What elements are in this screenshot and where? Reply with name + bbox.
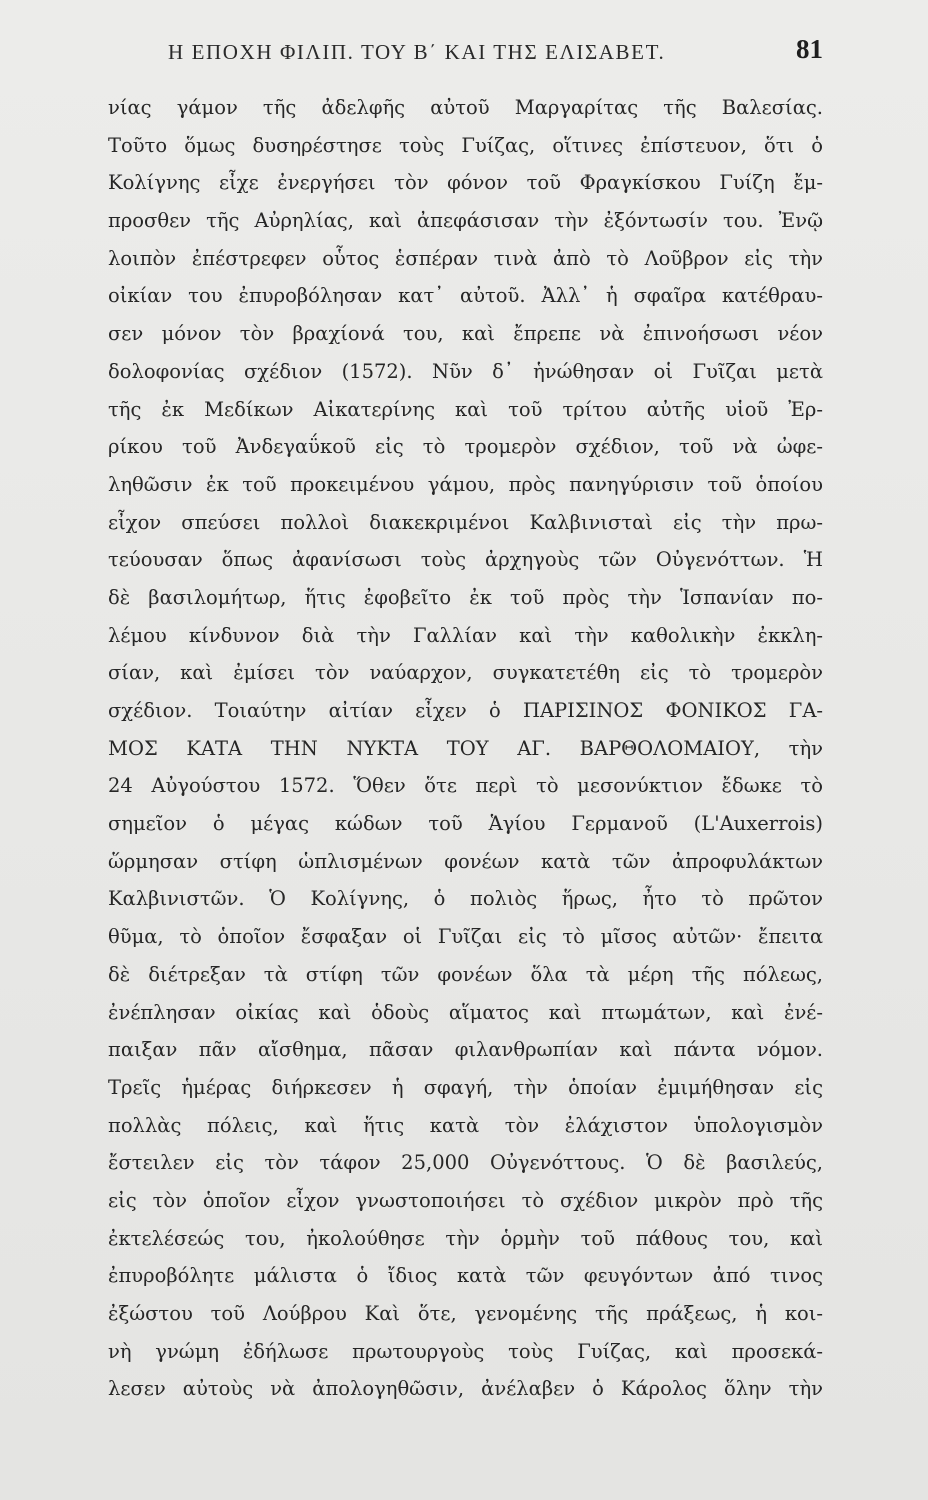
text-line: παιξαν πᾶν αἴσθημα, πᾶσαν φιλανθρωπίαν καὶ πάντα νόμον. xyxy=(108,1038,823,1062)
text-line: εἶχον σπεύσει πολλοὶ διακεκριμένοι Καλβινισταὶ εἰς τὴν πρω- xyxy=(108,510,823,534)
text-line: σεν μόνον τὸν βραχίονά του, καὶ ἔπρεπε νὰ ἐπινοήσωσι νέον xyxy=(108,322,823,346)
text-line: ἐνέπλησαν οἰκίας καὶ ὁδοὺς αἵματος καὶ πτωμάτων, καὶ ἐνέ- xyxy=(108,1000,823,1024)
text-line: νὴ γνώμη ἐδήλωσε πρωτουργοὺς τοὺς Γυίζας, καὶ προσεκά- xyxy=(108,1339,823,1363)
text-line: λέμου κίνδυνον διὰ τὴν Γαλλίαν καὶ τὴν καθολικὴν ἐκκλη- xyxy=(108,623,823,647)
text-line: εἰς τὸν ὁποῖον εἶχον γνωστοποιήσει τὸ σχέδιον μικρὸν πρὸ τῆς xyxy=(108,1188,823,1212)
text-line: δολοφονίας σχέδιον (1572). Νῦν δ᾽ ἡνώθησαν οἱ Γυῖζαι μετὰ xyxy=(108,359,823,383)
page-header xyxy=(108,34,823,74)
text-line: Καλβινιστῶν. Ὁ Κολίγνης, ὁ πολιὸς ἥρως, ἦτο τὸ πρῶτον xyxy=(108,887,823,911)
text-line: ΜΟΣ ΚΑΤΑ ΤΗΝ ΝΥΚΤΑ ΤΟΥ ΑΓ. ΒΑΡΘΟΛΟΜΑΙΟΥ, τὴν xyxy=(108,736,823,760)
running-head: Η ΕΠΟΧΗ ΦΙΛΙΠ. ΤΟΥ Β΄ ΚΑΙ ΤΗΣ ΕΛΙΣΑΒΕΤ. xyxy=(168,40,666,64)
text-line: νίας γάμον τῆς ἀδελφῆς αὐτοῦ Μαργαρίτας τῆς Βαλεσίας. xyxy=(108,96,823,119)
text-line: σίαν, καὶ ἐμίσει τὸν ναύαρχον, συγκατετέθη εἰς τὸ τρομερὸν xyxy=(108,661,823,685)
text-line: λεσεν αὐτοὺς νὰ ἀπολογηθῶσιν, ἀνέλαβεν ὁ Κάρολος ὅλην τὴν xyxy=(108,1377,823,1401)
text-line: ἐξώστου τοῦ Λούβρου Καὶ ὅτε, γενομένης τῆς πράξεως, ἡ κοι- xyxy=(108,1302,823,1325)
text-line: σχέδιον. Τοιαύτην αἰτίαν εἶχεν ὁ ΠΑΡΙΣΙΝΟΣ ΦΟΝΙΚΟΣ ΓΑ- xyxy=(108,699,823,722)
page-number: 81 xyxy=(796,34,823,64)
text-line: ἐπυροβόλητε μάλιστα ὁ ἴδιος κατὰ τῶν φευγόντων ἀπό τινος xyxy=(108,1264,823,1288)
text-line: δὲ διέτρεξαν τὰ στίφη τῶν φονέων ὅλα τὰ μέρη τῆς πόλεως, xyxy=(108,962,823,986)
text-line: ρίκου τοῦ Ἀνδεγαΰκοῦ εἰς τὸ τρομερὸν σχέδιον, τοῦ νὰ ὠφε- xyxy=(108,435,823,459)
text-line: 24 Αὐγούστου 1572. Ὅθεν ὅτε περὶ τὸ μεσονύκτιον ἔδωκε τὸ xyxy=(108,774,823,798)
text-line: προσθεν τῆς Αὐρηλίας, καὶ ἀπεφάσισαν τὴν ἐξόντωσίν του. Ἐνῷ xyxy=(108,209,823,233)
text-line: Κολίγνης εἶχε ἐνεργήσει τὸν φόνον τοῦ Φραγκίσκου Γυίζη ἔμ- xyxy=(108,171,823,195)
text-line: οἰκίαν του ἐπυροβόλησαν κατ᾽ αὐτοῦ. Ἀλλ᾽ ἡ σφαῖρα κατέθραυ- xyxy=(108,284,823,308)
text-line: θῦμα, τὸ ὁποῖον ἔσφαξαν οἱ Γυῖζαι εἰς τὸ μῖσος αὐτῶν· ἔπειτα xyxy=(108,925,823,949)
text-line: ληθῶσιν ἐκ τοῦ προκειμένου γάμου, πρὸς πανηγύρισιν τοῦ ὁποίου xyxy=(108,472,823,496)
text-line: τῆς ἐκ Μεδίκων Αἰκατερίνης καὶ τοῦ τρίτου αὐτῆς υἱοῦ Ἐρ- xyxy=(108,397,823,421)
text-line: ἔστειλεν εἰς τὸν τάφον 25,000 Οὐγενόττους. Ὁ δὲ βασιλεύς, xyxy=(108,1151,823,1175)
text-line: Τοῦτο ὅμως δυσηρέστησε τοὺς Γυίζας, οἵτινες ἐπίστευον, ὅτι ὁ xyxy=(108,133,823,157)
text-line: σημεῖον ὁ μέγας κώδων τοῦ Ἁγίου Γερμανοῦ (L'Auxerrois) xyxy=(108,812,823,836)
text-line: δὲ βασιλομήτωρ, ἥτις ἐφοβεῖτο ἐκ τοῦ πρὸς τὴν Ἱσπανίαν πο- xyxy=(108,585,823,609)
text-line: τεύουσαν ὅπως ἀφανίσωσι τοὺς ἀρχηγοὺς τῶν Οὐγενόττων. Ἡ xyxy=(108,548,823,572)
text-line: Τρεῖς ἡμέρας διήρκεσεν ἡ σφαγή, τὴν ὁποίαν ἐμιμήθησαν εἰς xyxy=(108,1075,823,1099)
text-line: λοιπὸν ἐπέστρεφεν οὗτος ἑσπέραν τινὰ ἀπὸ τὸ Λοῦβρον εἰς τὴν xyxy=(108,246,823,270)
text-line: ὥρμησαν στίφη ὡπλισμένων φονέων κατὰ τῶν ἀπροφυλάκτων xyxy=(108,849,823,873)
text-line: πολλὰς πόλεις, καὶ ἥτις κατὰ τὸν ἐλάχιστον ὑπολογισμὸν xyxy=(108,1113,823,1137)
text-line: ἐκτελέσεώς του, ἠκολούθησε τὴν ὁρμὴν τοῦ πάθους του, καὶ xyxy=(108,1226,823,1250)
body-text xyxy=(108,89,823,1408)
